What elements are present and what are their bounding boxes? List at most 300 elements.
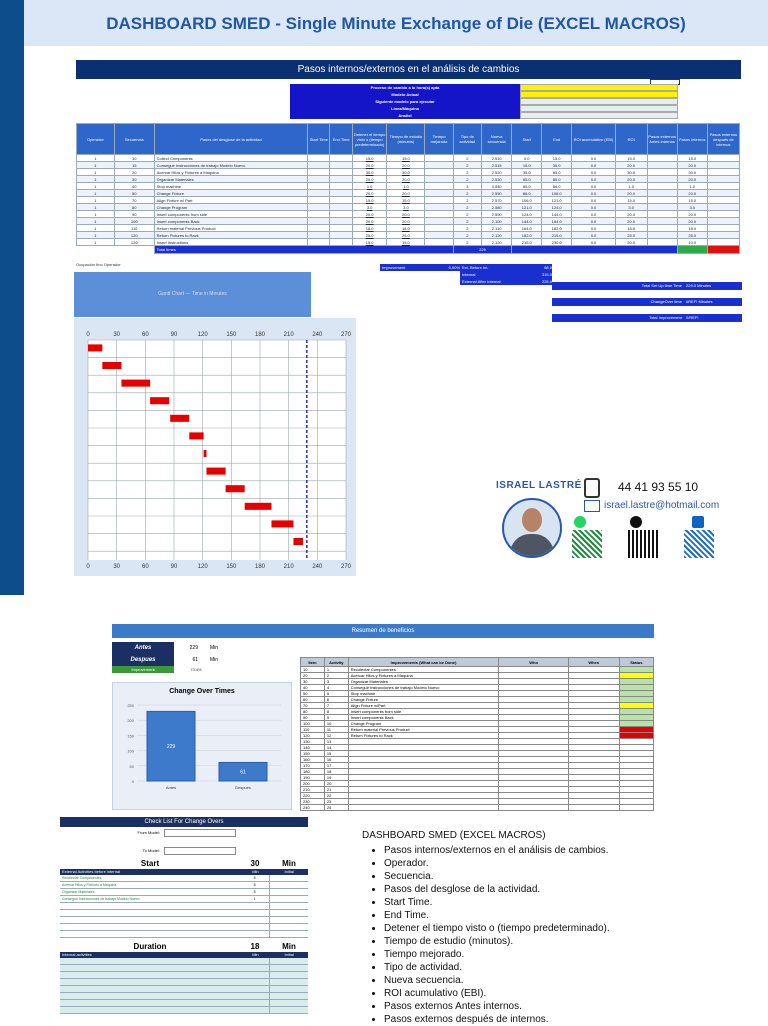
internal-initial[interactable] (269, 958, 308, 964)
table-cell: 25.0 (387, 232, 425, 239)
improve-cell[interactable]: 15 (324, 751, 348, 757)
table-cell: Conseguir Instrucciones de trabajo Modelo Nuevo (154, 162, 308, 169)
info-value[interactable] (520, 84, 678, 91)
improve-cell[interactable]: 13 (324, 739, 348, 745)
summary-value (432, 271, 460, 278)
internal-min (239, 972, 269, 978)
table-cell: 20.0 (387, 190, 425, 197)
to-model-field[interactable] (164, 847, 236, 855)
internal-initial[interactable] (269, 1007, 308, 1013)
table-cell: 120 (114, 232, 154, 239)
improve-cell[interactable]: 3 (324, 679, 348, 685)
table-cell: 0.0 (572, 190, 616, 197)
table-cell (647, 211, 677, 218)
improve-cell[interactable]: 130 (301, 739, 325, 745)
table-cell: 18.0 (387, 225, 425, 232)
internal-item (60, 1000, 239, 1006)
improve-cell[interactable]: 80 (301, 709, 325, 715)
improve-cell[interactable]: 90 (301, 715, 325, 721)
internal-min (239, 979, 269, 985)
table-cell: 65.0 (512, 176, 542, 183)
table-cell: 182.0 (542, 225, 572, 232)
checklist-row (60, 875, 308, 882)
table-cell: 40 (114, 183, 154, 190)
improve-cell[interactable]: Change Program (348, 721, 499, 727)
improve-cell[interactable]: 18 (324, 769, 348, 775)
improve-cell[interactable]: 30 (301, 679, 325, 685)
improve-cell[interactable]: 50 (301, 691, 325, 697)
table-cell (308, 239, 330, 246)
improve-cell[interactable]: 180 (301, 769, 325, 775)
checklist-row (60, 917, 308, 924)
bar-tick: 0 (131, 779, 134, 784)
checklist-item (60, 931, 240, 937)
internal-row (60, 1000, 308, 1007)
improve-cell[interactable]: 4 (324, 685, 348, 691)
improve-cell[interactable]: 2 (324, 673, 348, 679)
table-cell: 20.0 (677, 211, 707, 218)
info-label: Siguiente modelo para ejecutar (290, 98, 520, 105)
table-cell (330, 169, 352, 176)
table-cell (707, 239, 739, 246)
improve-cell[interactable]: 19 (324, 775, 348, 781)
table-cell: 65.0 (542, 169, 572, 176)
summary-row (380, 264, 552, 271)
table-cell: 15.0 (677, 155, 707, 162)
improve-cell[interactable]: Insert components from side (348, 709, 499, 715)
table-cell (647, 204, 677, 211)
contact-email[interactable]: israel.lastre@hotmail.com (604, 500, 720, 511)
table-cell (330, 225, 352, 232)
internal-initial[interactable] (269, 993, 308, 999)
table-cell: 20.0 (615, 218, 647, 225)
email-qr-icon (628, 530, 658, 558)
duration-row (60, 942, 308, 952)
column-header: Start Time (308, 124, 330, 155)
table-row (77, 204, 740, 211)
summary-label (380, 271, 432, 278)
total-row (77, 246, 740, 254)
table-cell: 20.0 (352, 211, 387, 218)
table-cell: Insert Instructions (154, 239, 308, 246)
linkedin-icon[interactable] (692, 516, 704, 528)
description-item: • Pasos internos/externos en el análisis de cambios. (384, 844, 682, 857)
table-cell: 80 (114, 204, 154, 211)
antes-despues-box (112, 642, 218, 673)
table-cell: 70 (114, 197, 154, 204)
result-band (552, 282, 742, 290)
table-cell: 1 (77, 225, 115, 232)
table-cell: 121.0 (512, 204, 542, 211)
internal-initial[interactable] (269, 965, 308, 971)
improve-cell[interactable]: Recolectar Componentes (348, 667, 499, 673)
email-icon (584, 500, 600, 512)
improve-cell[interactable]: 11 (324, 727, 348, 733)
description-item: • Start Time. (384, 896, 682, 909)
checklist-min (240, 924, 270, 930)
internal-row (60, 965, 308, 972)
improve-cell[interactable]: Organizar Materiales (348, 679, 499, 685)
checklist-row (60, 910, 308, 917)
improvement-value: 73.4% (174, 666, 218, 673)
internal-row (60, 1007, 308, 1014)
table-cell: 1.0 (352, 183, 387, 190)
info-value[interactable] (520, 105, 678, 112)
table-cell (330, 218, 352, 225)
status-green (677, 246, 707, 254)
table-cell: 2.580 (481, 204, 511, 211)
improve-cell[interactable]: 100 (301, 721, 325, 727)
column-header: Pasos externos después de internos (707, 124, 739, 155)
column-header: ROI (615, 124, 647, 155)
internal-min (239, 1000, 269, 1006)
internal-min (239, 986, 269, 992)
improve-cell[interactable]: 10 (301, 667, 325, 673)
duration-label: Duration (133, 942, 167, 951)
table-cell (425, 169, 453, 176)
improve-cell[interactable]: 240 (301, 805, 325, 811)
table-cell (308, 169, 330, 176)
checklist-initial[interactable] (269, 896, 308, 902)
duration-value: 18 (250, 942, 260, 951)
table-cell: 2 (453, 225, 481, 232)
description (362, 830, 682, 1026)
table-cell: 30.0 (677, 169, 707, 176)
bar-tick: 100 (127, 748, 134, 754)
improve-cell[interactable]: Acercar Hilos y Fixtures a Maquina (348, 673, 499, 679)
gantt-bar (245, 503, 272, 510)
improve-cell[interactable]: 14 (324, 745, 348, 751)
table-row (77, 225, 740, 232)
bar-tick: 250 (127, 703, 134, 708)
table-cell: Return material Previous Product (154, 225, 308, 232)
table-cell (308, 197, 330, 204)
improve-header (301, 658, 654, 667)
improve-cell[interactable] (499, 805, 569, 811)
table-cell (308, 190, 330, 197)
checklist-row (60, 931, 308, 938)
improve-cell[interactable]: 60 (301, 697, 325, 703)
despues-label: Despues (112, 654, 174, 666)
table-cell: 30.0 (387, 169, 425, 176)
summary-label: Improvement (380, 264, 432, 271)
column-header: Tiempo mejorado (425, 124, 453, 155)
internal-min (239, 965, 269, 971)
table-cell (647, 169, 677, 176)
bar-value-label: 229 (166, 744, 176, 751)
contact-card (486, 470, 742, 560)
table-cell: 15.0 (512, 162, 542, 169)
improve-cell[interactable]: 220 (301, 793, 325, 799)
summary-key: Ext. Before Int. (460, 264, 522, 271)
table-cell (707, 218, 739, 225)
description-item: • Tiempo de estudio (minutos). (384, 935, 682, 948)
email-contact-icon[interactable] (630, 516, 642, 528)
start-label: Start (140, 859, 160, 868)
info-value[interactable] (520, 98, 678, 105)
improve-cell[interactable]: Stop machine (348, 691, 499, 697)
table-row (77, 169, 740, 176)
improve-cell[interactable]: 22 (324, 793, 348, 799)
to-model-label: To Model: (142, 848, 160, 853)
internal-initial[interactable] (269, 1000, 308, 1006)
bar-category-label: Antes (165, 785, 177, 790)
table-cell: 2.510 (481, 155, 511, 162)
checklist-min: 5 (253, 883, 256, 887)
checklist-initial[interactable] (269, 910, 308, 916)
table-cell: 15.0 (542, 155, 572, 162)
gantt-tick-top: 90 (170, 332, 178, 338)
improve-cell[interactable]: 24 (324, 805, 348, 811)
improve-column-header: Who (499, 658, 569, 667)
table-cell (425, 225, 453, 232)
table-cell: 20.0 (352, 190, 387, 197)
info-label: Línea/Máquina (290, 105, 520, 112)
total-value: 229 (453, 246, 512, 254)
table-cell: 85.0 (542, 176, 572, 183)
table-cell (647, 155, 677, 162)
table-cell: Collect Components (154, 155, 308, 162)
internal-item (60, 972, 239, 978)
table-cell: 0.0 (572, 218, 616, 225)
gantt-tick-bottom: 180 (254, 564, 266, 570)
table-cell: 20.0 (615, 162, 647, 169)
table-cell: 106.0 (512, 197, 542, 204)
table-cell: 2 (453, 197, 481, 204)
improve-cell[interactable]: 190 (301, 775, 325, 781)
table-cell: 20.0 (615, 239, 647, 246)
internal-row (60, 993, 308, 1000)
table-cell (308, 225, 330, 232)
internal-header-label: Internal activities (62, 952, 92, 957)
improve-cell[interactable]: Align Fixture w/Part (348, 703, 499, 709)
from-model-field[interactable] (164, 829, 236, 837)
table-cell: 3 (453, 183, 481, 190)
improve-cell[interactable]: 8 (324, 709, 348, 715)
improve-cell[interactable]: 12 (324, 733, 348, 739)
improve-cell[interactable] (568, 805, 619, 811)
description-item: • Nueva secuencia. (384, 974, 682, 987)
gantt-tick-bottom: 90 (170, 564, 178, 570)
checklist-min (240, 917, 270, 923)
column-header: Tipo de actividad (453, 124, 481, 155)
table-row (77, 183, 740, 190)
improve-cell[interactable]: 20 (324, 781, 348, 787)
improve-cell[interactable]: Return Fixtures to Rack (348, 733, 499, 739)
table-cell (330, 176, 352, 183)
info-row (290, 105, 678, 112)
table-cell (425, 190, 453, 197)
table-cell: 15.0 (677, 197, 707, 204)
table-cell: 164.0 (512, 225, 542, 232)
band-label: ChangeOver time (650, 299, 682, 304)
table-cell (647, 183, 677, 190)
table-cell: 10.0 (677, 239, 707, 246)
bar-tick: 150 (127, 733, 134, 739)
contact-name: ISRAEL LASTRÉ (496, 480, 582, 491)
improve-cell[interactable]: 6 (324, 697, 348, 703)
status-cell[interactable] (619, 805, 653, 811)
improve-cell[interactable]: 170 (301, 763, 325, 769)
improve-cell[interactable]: Conseguir Instrucciones de trabajo Modelo Nuevo (348, 685, 499, 691)
table-cell (308, 183, 330, 190)
despues-value: 61 (192, 657, 198, 663)
table-cell: 15.0 (387, 239, 425, 246)
improve-cell[interactable]: 9 (324, 715, 348, 721)
table-cell: 20.0 (352, 162, 387, 169)
table-cell: 1 (77, 239, 115, 246)
improve-cell[interactable]: 17 (324, 763, 348, 769)
checklist-min (240, 931, 270, 937)
summary-value: 0.00% (432, 264, 460, 271)
table-cell: 20.0 (615, 176, 647, 183)
checklist-row (60, 924, 308, 931)
sheet-banner: Pasos internos/externos en el análisis de cambios (76, 60, 741, 79)
table-cell (425, 239, 453, 246)
initial-column: Initial (284, 869, 294, 874)
table-cell (647, 190, 677, 197)
checklist-min: 5 (253, 876, 256, 880)
checklist-initial[interactable] (269, 917, 308, 923)
bar-tick: 200 (127, 718, 134, 724)
improvement-box (380, 264, 552, 285)
internal-min (239, 993, 269, 999)
improve-cell[interactable]: 210 (301, 787, 325, 793)
checklist-initial[interactable] (269, 889, 308, 895)
table-cell (707, 183, 739, 190)
table-cell: 100 (114, 218, 154, 225)
internal-initial[interactable] (269, 986, 308, 992)
table-cell: 30 (114, 176, 154, 183)
improve-cell[interactable]: 5 (324, 691, 348, 697)
whatsapp-icon[interactable] (574, 516, 586, 528)
table-cell (707, 211, 739, 218)
table-cell: 0.0 (572, 176, 616, 183)
improve-cell[interactable]: 23 (324, 799, 348, 805)
table-cell (425, 183, 453, 190)
table-row (77, 218, 740, 225)
checklist-initial[interactable] (269, 882, 308, 888)
table-cell: 15.0 (387, 197, 425, 204)
table-cell: 215.0 (512, 239, 542, 246)
total-label: Total times (154, 246, 453, 254)
description-item: • End Time. (384, 909, 682, 922)
linkedin-qr-icon (684, 530, 714, 558)
improve-cell[interactable]: 1 (324, 667, 348, 673)
summary-row (380, 271, 552, 278)
result-bands (552, 282, 742, 322)
checklist-initial[interactable] (269, 924, 308, 930)
table-cell (707, 190, 739, 197)
improve-cell[interactable]: 120 (301, 733, 325, 739)
table-row (77, 162, 740, 169)
info-row (290, 112, 678, 119)
table-cell: 182.0 (512, 232, 542, 239)
internal-initial[interactable] (269, 979, 308, 985)
improve-column-header: When (568, 658, 619, 667)
summary-value (432, 278, 460, 285)
description-item: • Operador. (384, 857, 682, 870)
internal-initial[interactable] (269, 972, 308, 978)
initial-column: Initial (284, 952, 294, 957)
changeover-bars (113, 699, 291, 803)
table-cell: 18.0 (352, 225, 387, 232)
table-cell (425, 204, 453, 211)
improve-cell[interactable]: 10 (324, 721, 348, 727)
description-item: • Pasos externos Antes internos. (384, 1000, 682, 1013)
improve-cell[interactable]: Change Fixture (348, 697, 499, 703)
improve-cell[interactable]: 40 (301, 685, 325, 691)
info-value[interactable] (520, 91, 678, 98)
column-header: End (542, 124, 572, 155)
gantt-chart (84, 330, 352, 570)
improve-cell[interactable]: Insert components Back (348, 715, 499, 721)
phone-icon (584, 478, 600, 498)
table-cell: Insert components Back (154, 218, 308, 225)
checklist-initial[interactable] (269, 931, 308, 937)
improve-cell[interactable]: 230 (301, 799, 325, 805)
description-heading: DASHBOARD SMED (EXCEL MACROS) (362, 830, 546, 841)
table-cell: 2.530 (481, 176, 511, 183)
column-header: Secuencia (114, 124, 154, 155)
description-item: • Secuencia. (384, 870, 682, 883)
improve-cell[interactable]: 140 (301, 745, 325, 751)
contact-phone[interactable]: 44 41 93 55 10 (618, 480, 699, 494)
table-cell: 0.0 (572, 169, 616, 176)
summary-key: Internal (460, 271, 522, 278)
improve-cell[interactable] (348, 805, 499, 811)
info-value[interactable] (520, 112, 678, 119)
table-cell: 20.0 (387, 176, 425, 183)
internal-row (60, 958, 308, 965)
table-cell (308, 155, 330, 162)
table-cell (707, 204, 739, 211)
table-cell: 15.0 (352, 197, 387, 204)
table-cell: 1 (77, 155, 115, 162)
checklist-item (60, 903, 240, 909)
table-cell: 2 (453, 162, 481, 169)
improve-cell[interactable]: 20 (301, 673, 325, 679)
improve-column-header: Item (301, 658, 325, 667)
improve-cell[interactable]: 7 (324, 703, 348, 709)
internal-item (60, 986, 239, 992)
improve-cell[interactable]: 21 (324, 787, 348, 793)
checklist-initial[interactable] (269, 875, 308, 881)
table-cell: 1 (77, 211, 115, 218)
improve-cell[interactable]: 70 (301, 703, 325, 709)
table-cell: 3.540 (481, 183, 511, 190)
checklist-item: Organizar Materiales (62, 890, 95, 894)
improve-cell[interactable]: 16 (324, 757, 348, 763)
internal-item (60, 1007, 239, 1013)
improve-cell[interactable]: 160 (301, 757, 325, 763)
info-label: Proceso de cambio a lo hora(s) apta (290, 84, 520, 91)
gantt-tick-top: 270 (340, 332, 352, 338)
checklist-initial[interactable] (269, 903, 308, 909)
internal-item (60, 965, 239, 971)
checklist-item: Conseguir Instrucciones de trabajo Modelo Nuevo (62, 897, 140, 901)
gantt-tick-top: 210 (283, 332, 294, 338)
gantt-tick-bottom: 0 (86, 564, 90, 570)
table-cell (707, 155, 739, 162)
improve-cell[interactable]: Return material Previous Product (348, 727, 499, 733)
start-unit: Min (282, 859, 296, 868)
improve-column-header: Status (619, 658, 653, 667)
improve-cell[interactable]: 200 (301, 781, 325, 787)
improve-cell[interactable]: 150 (301, 751, 325, 757)
bar-category-label: Despues (235, 785, 251, 790)
improve-cell[interactable]: 110 (301, 727, 325, 733)
